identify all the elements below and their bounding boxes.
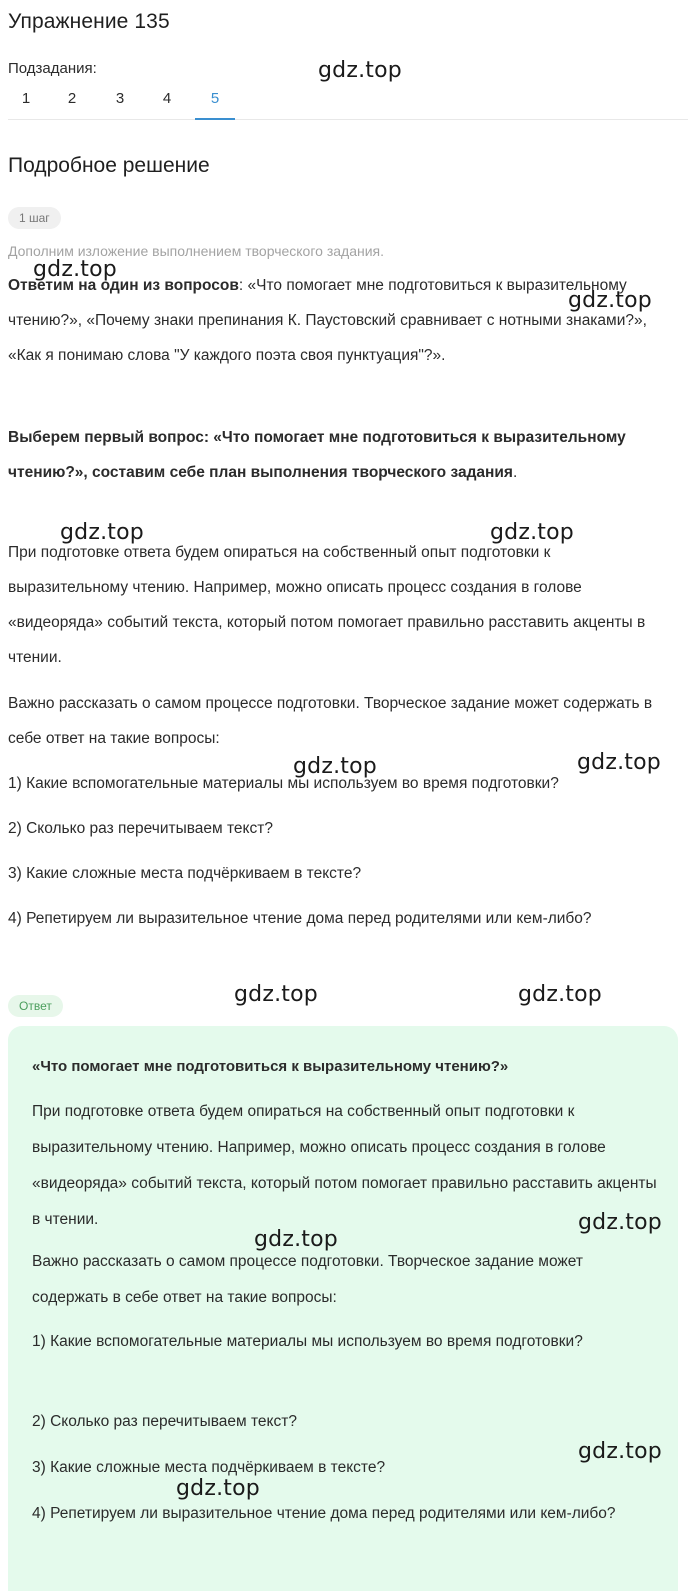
paragraph-1-bold: Ответим на один из вопросов xyxy=(8,277,239,294)
answer-badge: Ответ xyxy=(8,995,63,1017)
tab-subtask-5[interactable]: 5 xyxy=(195,90,235,120)
solution-paragraph-3: При подготовке ответа будем опираться на собственный опыт подготовки к выразительному чтению. Например, можно описать процесс создания в голове «видеоряда» событий текста, который потом помогает правильно расставить акценты в чтении. xyxy=(8,544,646,666)
solution-paragraph-1 xyxy=(8,268,668,373)
watermark: gdz.top xyxy=(254,1227,338,1252)
paragraph-2-text: . xyxy=(512,464,518,481)
watermark: gdz.top xyxy=(490,520,574,545)
answer-title: «Что помогает мне подготовиться к выразительному чтению?» xyxy=(32,1058,509,1075)
watermark: gdz.top xyxy=(568,288,652,313)
tab-subtask-1[interactable]: 1 xyxy=(21,90,31,107)
tab-subtask-3[interactable]: 3 xyxy=(115,90,125,107)
answer-question-2: 2) Сколько раз перечитываем текст? xyxy=(32,1413,297,1430)
solution-heading: Подробное решение xyxy=(8,154,210,177)
answer-question-1: 1) Какие вспомогательные материалы мы используем во время подготовки? xyxy=(32,1333,583,1350)
page-title: Упражнение 135 xyxy=(8,10,170,33)
watermark: gdz.top xyxy=(33,257,117,282)
subtask-tabs xyxy=(8,84,688,120)
question-4: 4) Репетируем ли выразительное чтение дома перед родителями или кем-либо? xyxy=(8,910,592,927)
watermark: gdz.top xyxy=(578,1439,662,1464)
answer-question-3: 3) Какие сложные места подчёркиваем в тексте? xyxy=(32,1459,386,1476)
watermark: gdz.top xyxy=(293,754,377,779)
watermark: gdz.top xyxy=(60,520,144,545)
step-badge: 1 шаг xyxy=(8,207,61,229)
watermark: gdz.top xyxy=(518,982,602,1007)
answer-box xyxy=(8,1026,678,1591)
watermark: gdz.top xyxy=(577,750,661,775)
solution-paragraph-4: Важно рассказать о самом процессе подготовки. Творческое задание может содержать в себе ответ на такие вопросы: xyxy=(8,695,653,747)
solution-paragraph-2 xyxy=(8,420,668,490)
question-2: 2) Сколько раз перечитываем текст? xyxy=(8,820,273,837)
question-3: 3) Какие сложные места подчёркиваем в тексте? xyxy=(8,865,362,882)
answer-question-4: 4) Репетируем ли выразительное чтение дома перед родителями или кем-либо? xyxy=(32,1505,616,1522)
tab-subtask-4[interactable]: 4 xyxy=(162,90,172,107)
question-1: 1) Какие вспомогательные материалы мы используем во время подготовки? xyxy=(8,775,559,792)
subtasks-label: Подзадания: xyxy=(8,60,97,77)
paragraph-2-bold: Выберем первый вопрос: «Что помогает мне подготовиться к выразительному чтению?», составим себе план выполнения творческого задания xyxy=(8,429,626,481)
tab-subtask-2[interactable]: 2 xyxy=(67,90,77,107)
solution-hint: Дополним изложение выполнением творческого задания. xyxy=(8,243,384,259)
watermark: gdz.top xyxy=(234,982,318,1007)
watermark: gdz.top xyxy=(578,1210,662,1235)
paragraph-1-text: : «Что помогает мне подготовиться к выразительному чтению?», «Почему знаки препинания К. Паустовский сравнивает с нотными знаками?», «Как я понимаю слова "У каждого поэта своя пунктуация"?». xyxy=(8,277,647,364)
answer-paragraph-2: Важно рассказать о самом процессе подготовки. Творческое задание может содержать в себе ответ на такие вопросы: xyxy=(32,1253,583,1306)
watermark: gdz.top xyxy=(318,58,402,83)
answer-paragraph-1: При подготовке ответа будем опираться на собственный опыт подготовки к выразительному чтению. Например, можно описать процесс создания в голове «видеоряда» событий текста, который потом помогает правильно расставить акценты в чтении. xyxy=(32,1103,657,1228)
watermark: gdz.top xyxy=(176,1476,260,1501)
